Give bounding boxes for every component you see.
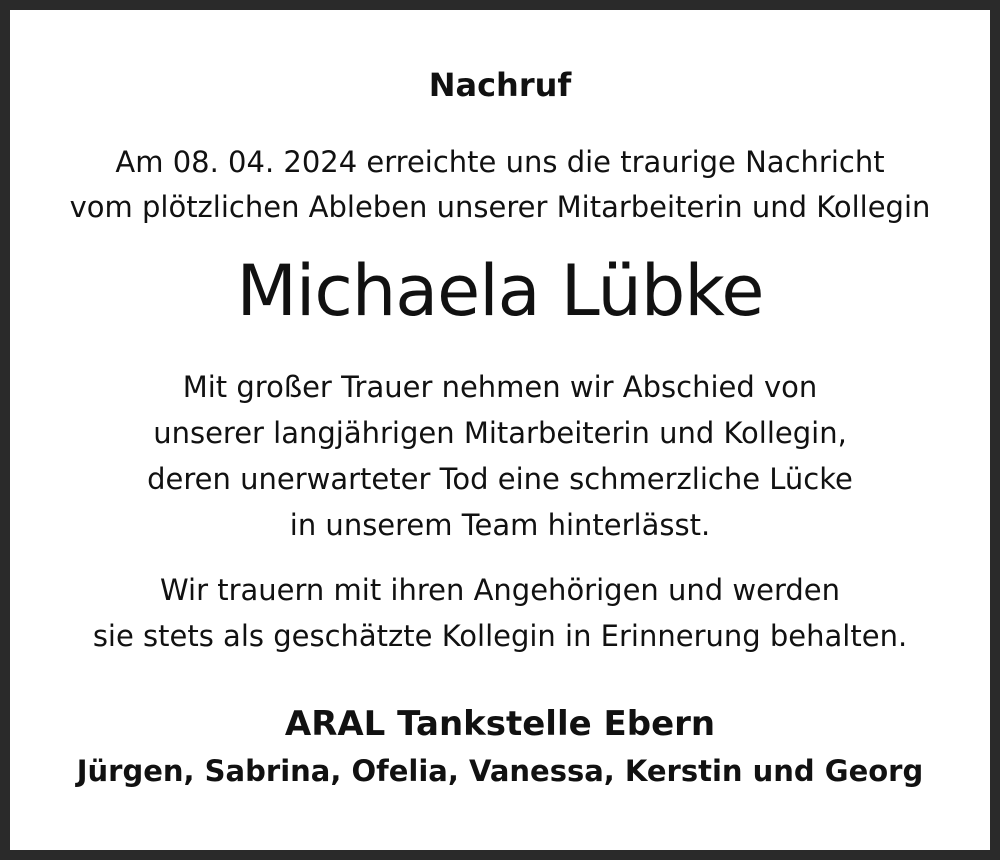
notice-heading: Nachruf [428, 66, 572, 104]
intro-line: vom plötzlichen Ableben unserer Mitarbeiterin und Kollegin [69, 190, 931, 224]
deceased-name: Michaela Lübke [236, 250, 764, 332]
paragraph-line: unserer langjährigen Mitarbeiterin und Kollegin, [153, 416, 847, 450]
company-name: ARAL Tankstelle Ebern [284, 704, 716, 744]
paragraph-line: sie stets als geschätzte Kollegin in Erinnerung behalten. [92, 619, 908, 653]
paragraph-line: Mit großer Trauer nehmen wir Abschied von [182, 370, 818, 404]
signatories: Jürgen, Sabrina, Ofelia, Vanessa, Kerstin und Georg [76, 754, 924, 788]
paragraph-line: deren unerwarteter Tod eine schmerzliche Lücke [147, 462, 853, 496]
paragraph-line: Wir trauern mit ihren Angehörigen und werden [160, 573, 840, 607]
intro-line: Am 08. 04. 2024 erreichte uns die traurige Nachricht [115, 145, 885, 179]
paragraph-line: in unserem Team hinterlässt. [289, 508, 711, 542]
